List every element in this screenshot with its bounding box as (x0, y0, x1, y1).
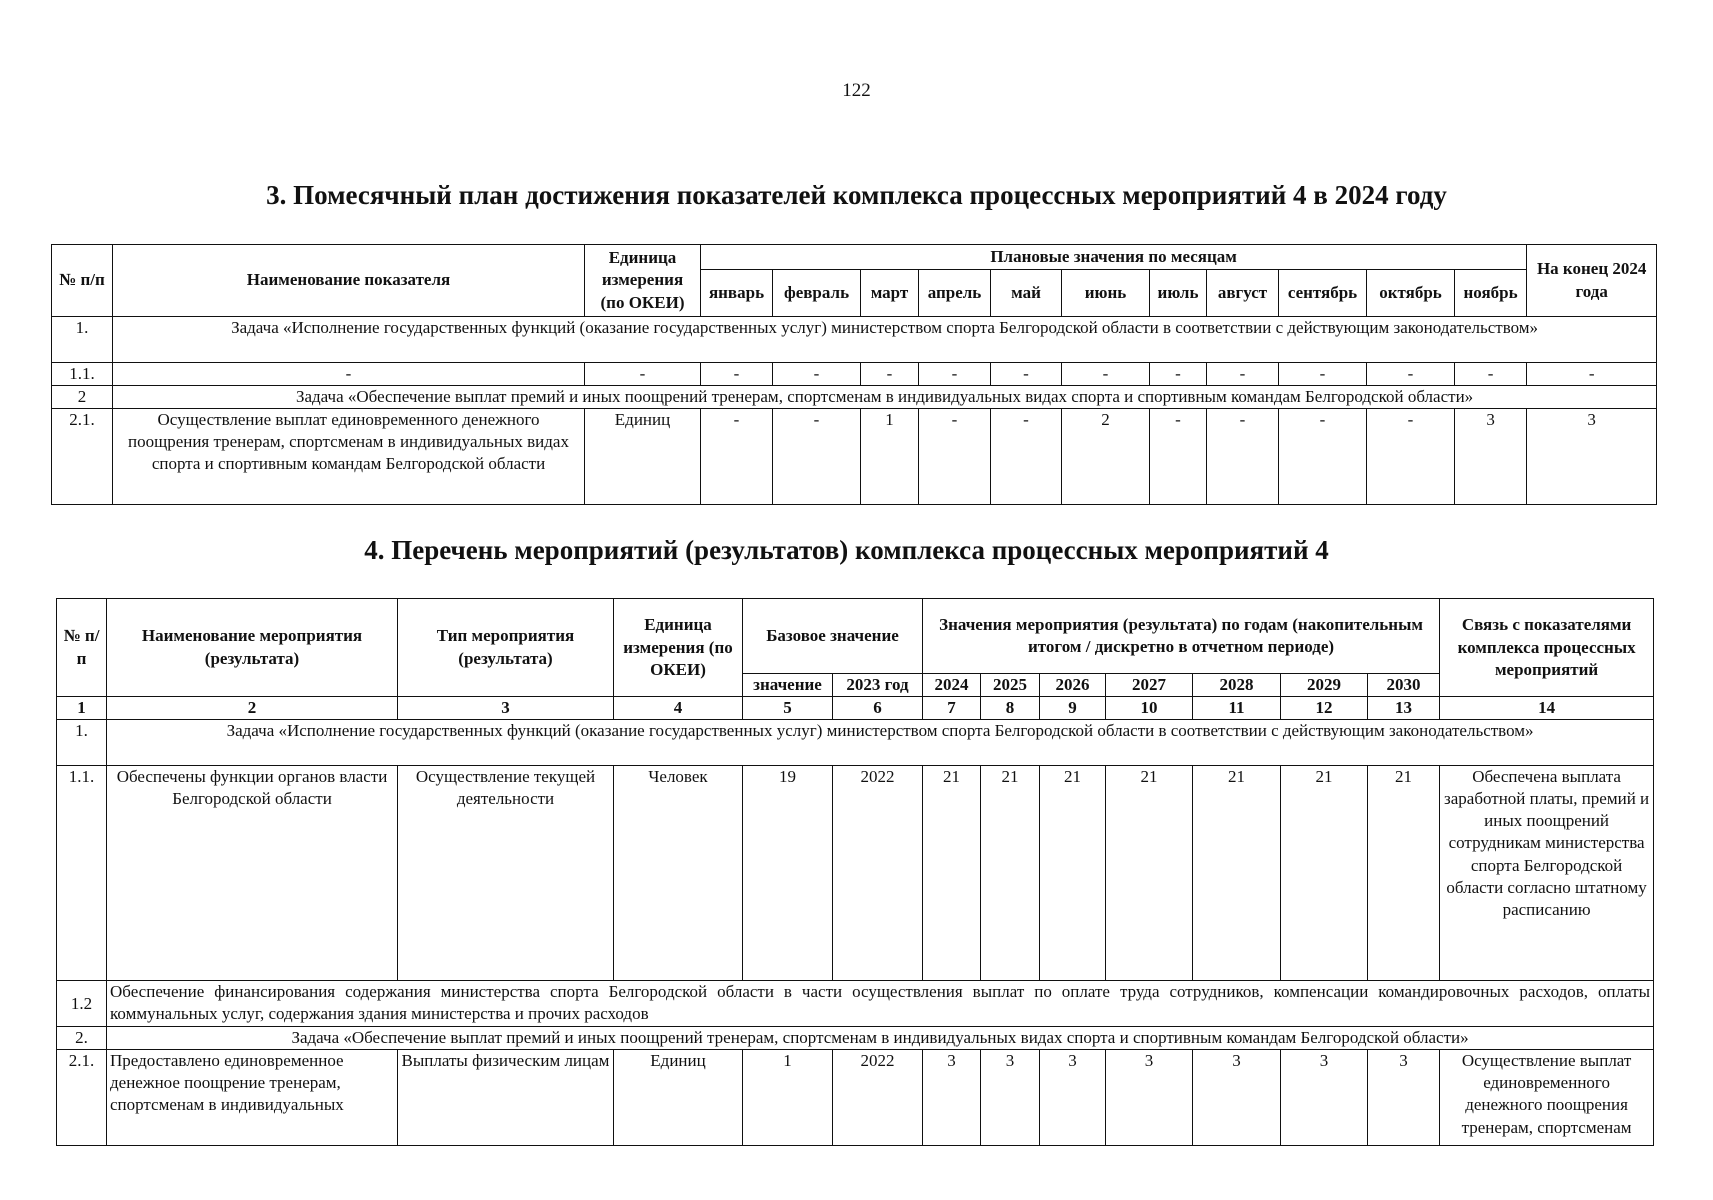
header-month: май (991, 270, 1062, 317)
table-row (52, 363, 1657, 386)
table1-header-row (52, 245, 1657, 270)
row-num: 2. (57, 1027, 107, 1050)
year-value: 21 (1193, 766, 1281, 981)
link-text: Осуществление выплат единовременного денежного поощрения тренерам, спортсменам (1440, 1050, 1654, 1146)
table-row (57, 981, 1654, 1027)
column-number: 5 (743, 697, 833, 720)
header-year: 2026 (1040, 674, 1106, 697)
header-measure-type: Тип мероприятия (результата) (398, 599, 614, 697)
measures-list-table (56, 598, 1654, 1146)
base-value: 1 (743, 1050, 833, 1146)
header-unit: Единица измерения (по ОКЕИ) (614, 599, 743, 697)
header-unit: Единица измерения (по ОКЕИ) (585, 245, 701, 317)
header-year: 2028 (1193, 674, 1281, 697)
header-link: Связь с показателями комплекса процессных мероприятий (1440, 599, 1654, 697)
header-year: 2027 (1106, 674, 1193, 697)
month-value: 2 (1062, 409, 1150, 505)
year-value: 21 (1368, 766, 1440, 981)
year-value: 3 (981, 1050, 1040, 1146)
header-num: № п/п (52, 245, 113, 317)
section-4-title: 4. Перечень мероприятий (результатов) комплекса процессных мероприятий 4 (364, 535, 1329, 565)
month-value: - (1367, 409, 1455, 505)
month-value: - (1062, 363, 1150, 386)
column-number: 11 (1193, 697, 1281, 720)
month-value: - (1279, 363, 1367, 386)
year-value: 3 (1106, 1050, 1193, 1146)
row-num: 2.1. (52, 409, 113, 505)
header-month: август (1207, 270, 1279, 317)
year-value: 21 (1106, 766, 1193, 981)
header-month: ноябрь (1455, 270, 1527, 317)
unit: - (585, 363, 701, 386)
header-month: февраль (773, 270, 861, 317)
table-row (57, 1027, 1654, 1050)
header-end-of-year: На конец 2024 года (1527, 245, 1657, 317)
month-value: - (1279, 409, 1367, 505)
column-number: 10 (1106, 697, 1193, 720)
column-number: 6 (833, 697, 923, 720)
task-text: Задача «Обеспечение выплат премий и иных поощрений тренерам, спортсменам в индивидуальных видах спорта и спортивным командам Белгородской области» (113, 386, 1657, 409)
end-value: - (1527, 363, 1657, 386)
header-month: январь (701, 270, 773, 317)
column-number: 9 (1040, 697, 1106, 720)
task-text: Задача «Исполнение государственных функций (оказание государственных услуг) министерством спорта Белгородской области в соответствии с действующим законодательством» (113, 317, 1657, 363)
column-number: 7 (923, 697, 981, 720)
indicator-name: Осуществление выплат единовременного денежного поощрения тренерам, спортсменам в индивидуальных видах спорта и спортивным командам Белгородской области (113, 409, 585, 505)
row-text: Обеспечение финансирования содержания министерства спорта Белгородской области в части осуществления выплат по оплате труда сотрудников, компенсации командировочных расходов, оплаты коммунальных услуг, содержания здания министерства и прочих расходов (107, 981, 1654, 1027)
column-number: 3 (398, 697, 614, 720)
base-year: 2022 (833, 1050, 923, 1146)
header-base-year: 2023 год (833, 674, 923, 697)
header-num: № п/п (57, 599, 107, 697)
column-number: 14 (1440, 697, 1654, 720)
month-value: - (861, 363, 919, 386)
row-num: 1.1. (57, 766, 107, 981)
page-number: 122 (842, 80, 871, 101)
year-value: 21 (981, 766, 1040, 981)
month-value: - (773, 409, 861, 505)
row-num: 1. (52, 317, 113, 363)
month-value: - (1150, 409, 1207, 505)
row-num: 1. (57, 720, 107, 766)
header-year: 2030 (1368, 674, 1440, 697)
month-value: 3 (1455, 409, 1527, 505)
month-value: - (1207, 409, 1279, 505)
task-text: Задача «Обеспечение выплат премий и иных поощрений тренерам, спортсменам в индивидуальных видах спорта и спортивным командам Белгородской области» (107, 1027, 1654, 1050)
row-num: 2.1. (57, 1050, 107, 1146)
year-value: 3 (923, 1050, 981, 1146)
column-number: 1 (57, 697, 107, 720)
column-number: 12 (1281, 697, 1368, 720)
header-month: март (861, 270, 919, 317)
measure-name: Обеспечены функции органов власти Белгородской области (107, 766, 398, 981)
table-row (57, 1050, 1654, 1146)
measure-name: Предоставлено единовременное денежное поощрение тренерам, спортсменам в индивидуальных (107, 1050, 398, 1146)
row-num: 1.2 (57, 981, 107, 1027)
year-value: 3 (1368, 1050, 1440, 1146)
monthly-plan-table (51, 244, 1657, 505)
header-year: 2025 (981, 674, 1040, 697)
header-indicator-name: Наименование показателя (113, 245, 585, 317)
year-value: 3 (1193, 1050, 1281, 1146)
column-number: 13 (1368, 697, 1440, 720)
header-month: сентябрь (1279, 270, 1367, 317)
row-num: 1.1. (52, 363, 113, 386)
section-3-title: 3. Помесячный план достижения показателей комплекса процессных мероприятий 4 в 2024 году (266, 180, 1447, 210)
month-value: - (701, 409, 773, 505)
table-row (57, 766, 1654, 981)
link-text: Обеспечена выплата заработной платы, премий и иных поощрений сотрудникам министерства спорта Белгородской области согласно штатному расписанию (1440, 766, 1654, 981)
month-value: - (919, 363, 991, 386)
month-value: - (991, 363, 1062, 386)
year-value: 3 (1040, 1050, 1106, 1146)
year-value: 3 (1281, 1050, 1368, 1146)
month-value: - (1150, 363, 1207, 386)
column-number: 2 (107, 697, 398, 720)
year-value: 21 (1040, 766, 1106, 981)
base-year: 2022 (833, 766, 923, 981)
month-value: - (1207, 363, 1279, 386)
month-value: 1 (861, 409, 919, 505)
measure-type: Выплаты физическим лицам (398, 1050, 614, 1146)
measure-type: Осуществление текущей деятельности (398, 766, 614, 981)
month-value: - (919, 409, 991, 505)
unit: Единиц (585, 409, 701, 505)
month-value: - (773, 363, 861, 386)
month-value: - (701, 363, 773, 386)
header-monthly-values: Плановые значения по месяцам (701, 245, 1527, 270)
task-text: Задача «Исполнение государственных функций (оказание государственных услуг) министерством спорта Белгородской области в соответствии с действующим законодательством» (107, 720, 1654, 766)
table-row (57, 720, 1654, 766)
month-value: - (1367, 363, 1455, 386)
header-measure-name: Наименование мероприятия (результата) (107, 599, 398, 697)
header-year: 2024 (923, 674, 981, 697)
column-number: 8 (981, 697, 1040, 720)
end-value: 3 (1527, 409, 1657, 505)
year-value: 21 (1281, 766, 1368, 981)
header-month: апрель (919, 270, 991, 317)
table2-header-row (57, 599, 1654, 674)
month-value: - (991, 409, 1062, 505)
column-numbers-row (57, 697, 1654, 720)
table-row (52, 386, 1657, 409)
base-value: 19 (743, 766, 833, 981)
header-month: октябрь (1367, 270, 1455, 317)
header-base-value: Базовое значение (743, 599, 923, 674)
unit: Человек (614, 766, 743, 981)
month-value: - (1455, 363, 1527, 386)
header-base-value-value: значение (743, 674, 833, 697)
table-row (52, 409, 1657, 505)
header-month: июль (1150, 270, 1207, 317)
row-num: 2 (52, 386, 113, 409)
table-row (52, 317, 1657, 363)
year-value: 21 (923, 766, 981, 981)
header-year: 2029 (1281, 674, 1368, 697)
column-number: 4 (614, 697, 743, 720)
indicator-name: - (113, 363, 585, 386)
unit: Единиц (614, 1050, 743, 1146)
header-month: июнь (1062, 270, 1150, 317)
header-years-values: Значения мероприятия (результата) по годам (накопительным итогом / дискретно в отчетном периоде) (923, 599, 1440, 674)
